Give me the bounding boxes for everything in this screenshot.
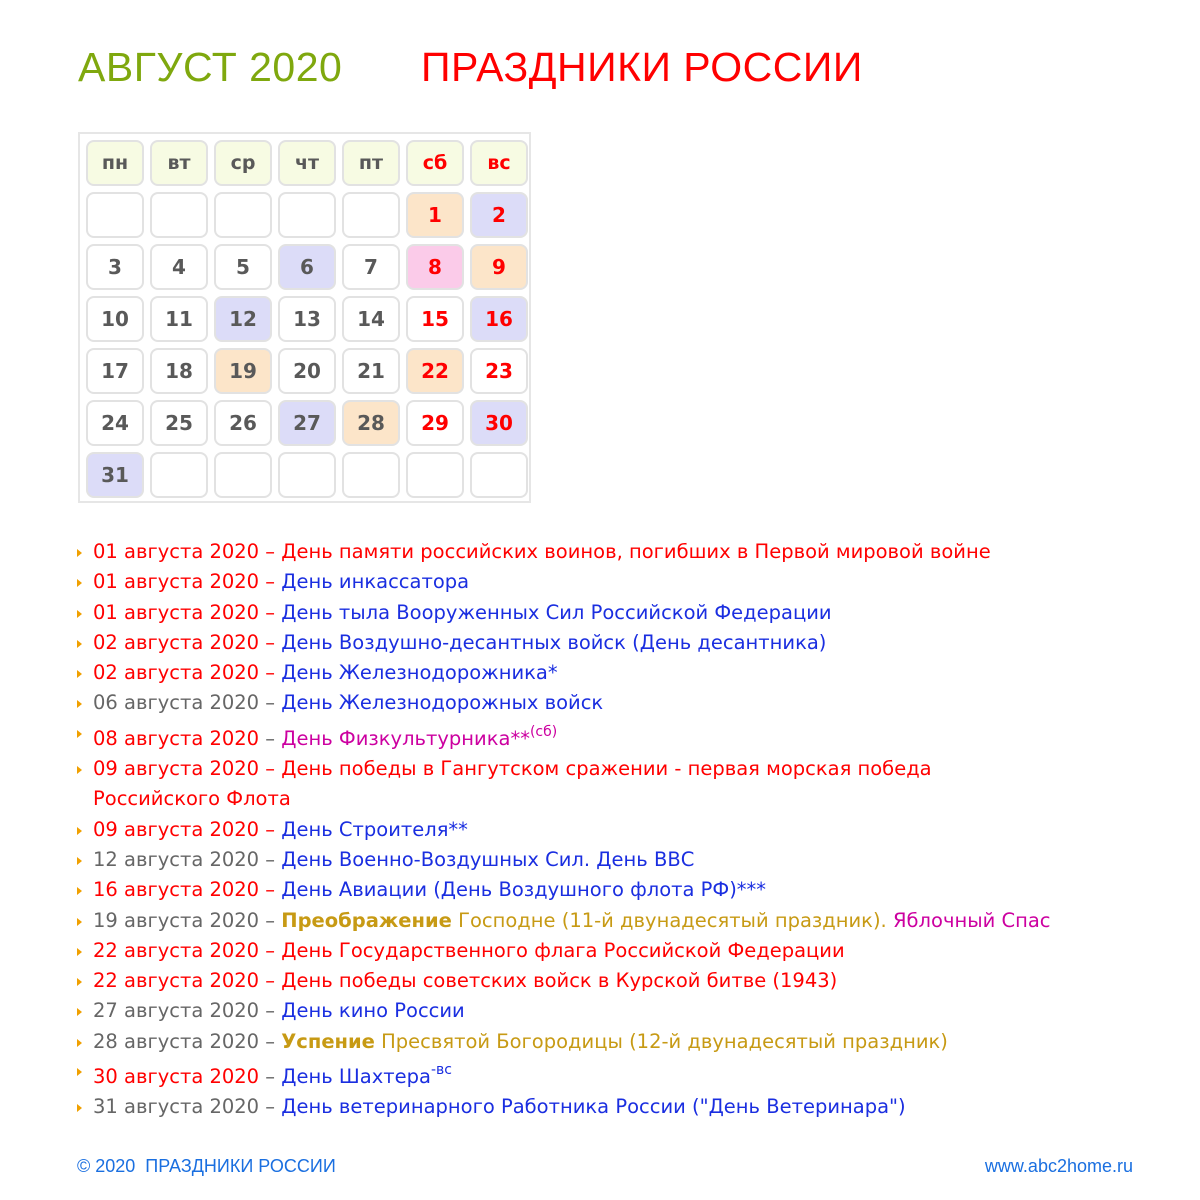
holiday-date: 09 августа 2020 [93,817,260,841]
holiday-item [77,754,973,815]
holiday-date: 01 августа 2020 [93,570,260,594]
holiday-title[interactable]: День Шахтера [281,1065,431,1089]
day-cell-empty [150,452,208,498]
holiday-date: 19 августа 2020 [93,908,260,932]
day-cell-26[interactable]: 26 [214,400,272,446]
separator: – [259,570,282,594]
day-cell-22[interactable]: 22 [406,348,464,394]
holiday-list [77,537,1177,1123]
separator: – [259,817,282,841]
separator: – [259,938,282,962]
holiday-date: 12 августа 2020 [93,847,260,871]
day-cell-empty [214,452,272,498]
holiday-title: Господне (11-й двунадесятый праздник). [451,908,893,932]
holiday-date: 28 августа 2020 [93,1029,260,1053]
separator: – [259,661,282,685]
day-cell-empty [342,192,400,238]
weekday-note: -вс [430,1062,452,1079]
footer-website-link[interactable]: www.abc2home.ru [984,1156,1133,1176]
holiday-title: Пресвятой Богородицы (12-й двунадесятый праздник) [374,1029,948,1053]
holiday-date: 16 августа 2020 [93,878,260,902]
day-cell-empty [278,192,336,238]
bullet-arrow-icon [77,1008,82,1016]
day-cell-11[interactable]: 11 [150,296,208,342]
day-cell-10[interactable]: 10 [86,296,144,342]
day-cell-empty [342,452,400,498]
bullet-arrow-icon [77,640,82,648]
holiday-title-bold[interactable]: Успение [281,1029,375,1053]
day-cell-9[interactable]: 9 [470,244,528,290]
holiday-title[interactable]: День тыла Вооруженных Сил Российской Федерации [281,600,832,624]
weekday-mon: пн [86,140,144,186]
holiday-date: 22 августа 2020 [93,969,260,993]
holiday-title-extra[interactable]: Яблочный Спас [892,908,1051,932]
holiday-item [77,537,1177,567]
bullet-arrow-icon [77,610,82,618]
bullet-arrow-icon [77,857,82,865]
day-cell-empty [406,452,464,498]
bullet-arrow-icon [77,918,82,926]
separator: – [259,757,282,781]
bullet-arrow-icon [77,579,82,587]
separator: – [259,691,282,715]
separator: – [259,1065,282,1089]
bullet-arrow-icon [77,978,82,986]
separator: – [259,600,282,624]
day-cell-empty [86,192,144,238]
holiday-title-bold[interactable]: Преображение [281,908,452,932]
holiday-title[interactable]: День Государственного флага Российской Федерации [281,938,845,962]
separator: – [259,847,282,871]
holiday-date: 02 августа 2020 [93,630,260,654]
holiday-title[interactable]: День Железнодорожных войск [281,691,604,715]
holiday-item [77,628,1177,658]
day-cell-1[interactable]: 1 [406,192,464,238]
day-cell-31[interactable]: 31 [86,452,144,498]
day-cell-6[interactable]: 6 [278,244,336,290]
weekday-note: (сб) [529,723,558,740]
day-cell-23[interactable]: 23 [470,348,528,394]
day-cell-20[interactable]: 20 [278,348,336,394]
holiday-date: 02 августа 2020 [93,661,260,685]
day-cell-29[interactable]: 29 [406,400,464,446]
holiday-date: 09 августа 2020 [93,757,260,781]
weekday-sun: вс [470,140,528,186]
holiday-item [77,1062,1177,1092]
holiday-item [77,724,1177,754]
holiday-date: 22 августа 2020 [93,938,260,962]
holiday-item [77,688,1177,718]
holiday-title[interactable]: День Железнодорожника* [281,661,558,685]
holiday-item [77,966,1177,996]
day-cell-12[interactable]: 12 [214,296,272,342]
bullet-arrow-icon [77,1068,82,1076]
page-title: ПРАЗДНИКИ РОССИИ [421,44,863,90]
day-cell-30[interactable]: 30 [470,400,528,446]
day-cell-14[interactable]: 14 [342,296,400,342]
weekday-thu: чт [278,140,336,186]
holiday-title[interactable]: День Физкультурника** [281,726,530,750]
separator: – [259,726,282,750]
holiday-item [77,1027,1177,1057]
holiday-date: 01 августа 2020 [93,600,260,624]
day-cell-16[interactable]: 16 [470,296,528,342]
weekday-fri: пт [342,140,400,186]
holiday-item [77,815,1177,845]
bullet-arrow-icon [77,670,82,678]
footer-copyright: © 2020 ПРАЗДНИКИ РОССИИ [77,1156,336,1176]
holiday-item [77,1092,1177,1122]
day-cell-18[interactable]: 18 [150,348,208,394]
holiday-item [77,598,1177,628]
separator: – [259,908,282,932]
holiday-item [77,845,1177,875]
day-cell-21[interactable]: 21 [342,348,400,394]
weekday-tue: вт [150,140,208,186]
day-cell-24[interactable]: 24 [86,400,144,446]
holiday-title[interactable]: День памяти российских воинов, погибших в Первой мировой войне [281,540,991,563]
holiday-title[interactable]: День кино России [281,999,465,1023]
holiday-title[interactable]: День ветеринарного Работника России ("День Ветеринара") [281,1095,906,1119]
day-cell-empty [214,192,272,238]
holiday-date: 01 августа 2020 [93,540,260,563]
separator: – [259,1029,282,1053]
holiday-item [77,906,1177,936]
holiday-item [77,996,1177,1026]
bullet-arrow-icon [77,700,82,708]
separator: – [259,969,282,993]
day-cell-25[interactable]: 25 [150,400,208,446]
day-cell-2[interactable]: 2 [470,192,528,238]
holiday-item [77,658,1177,688]
weekday-wed: ср [214,140,272,186]
holiday-item [77,567,1177,597]
day-cell-8[interactable]: 8 [406,244,464,290]
holiday-title[interactable]: День Воздушно-десантных войск (День десантника) [281,630,827,654]
holiday-title[interactable]: День инкассатора [281,570,470,594]
day-cell-4[interactable]: 4 [150,244,208,290]
holiday-date: 08 августа 2020 [93,726,260,750]
bullet-arrow-icon [77,827,82,835]
day-cell-empty [150,192,208,238]
day-cell-empty [278,452,336,498]
day-cell-27[interactable]: 27 [278,400,336,446]
day-cell-15[interactable]: 15 [406,296,464,342]
weekday-sat: сб [406,140,464,186]
holiday-title[interactable]: День Военно-Воздушных Сил. День ВВС [281,847,695,871]
calendar-grid [78,132,531,503]
month-title: АВГУСТ 2020 [78,44,343,90]
separator: – [259,1095,282,1119]
separator: – [259,878,282,902]
bullet-arrow-icon [77,1104,82,1112]
holiday-date: 06 августа 2020 [93,691,260,715]
holiday-title[interactable]: День победы в Гангутском сражении - первая морская победа Российского Флота [93,757,932,811]
holiday-item [77,875,1177,905]
bullet-arrow-icon [77,1039,82,1047]
day-cell-17[interactable]: 17 [86,348,144,394]
holiday-date: 27 августа 2020 [93,999,260,1023]
holiday-title[interactable]: День победы советских войск в Курской битве (1943) [281,969,838,993]
day-cell-28[interactable]: 28 [342,400,400,446]
day-cell-3[interactable]: 3 [86,244,144,290]
separator: – [259,540,282,563]
holiday-date: 30 августа 2020 [93,1065,260,1089]
holiday-title[interactable]: День Строителя** [281,817,468,841]
bullet-arrow-icon [77,948,82,956]
day-cell-empty [470,452,528,498]
bullet-arrow-icon [77,887,82,895]
holiday-title[interactable]: День Авиации (День Воздушного флота РФ)*** [281,878,767,902]
holiday-date: 31 августа 2020 [93,1095,260,1119]
bullet-arrow-icon [77,549,82,557]
holiday-item [77,936,1177,966]
separator: – [259,630,282,654]
bullet-arrow-icon [77,730,82,738]
day-cell-19[interactable]: 19 [214,348,272,394]
bullet-arrow-icon [77,766,82,774]
day-cell-13[interactable]: 13 [278,296,336,342]
separator: – [259,999,282,1023]
day-cell-7[interactable]: 7 [342,244,400,290]
day-cell-5[interactable]: 5 [214,244,272,290]
